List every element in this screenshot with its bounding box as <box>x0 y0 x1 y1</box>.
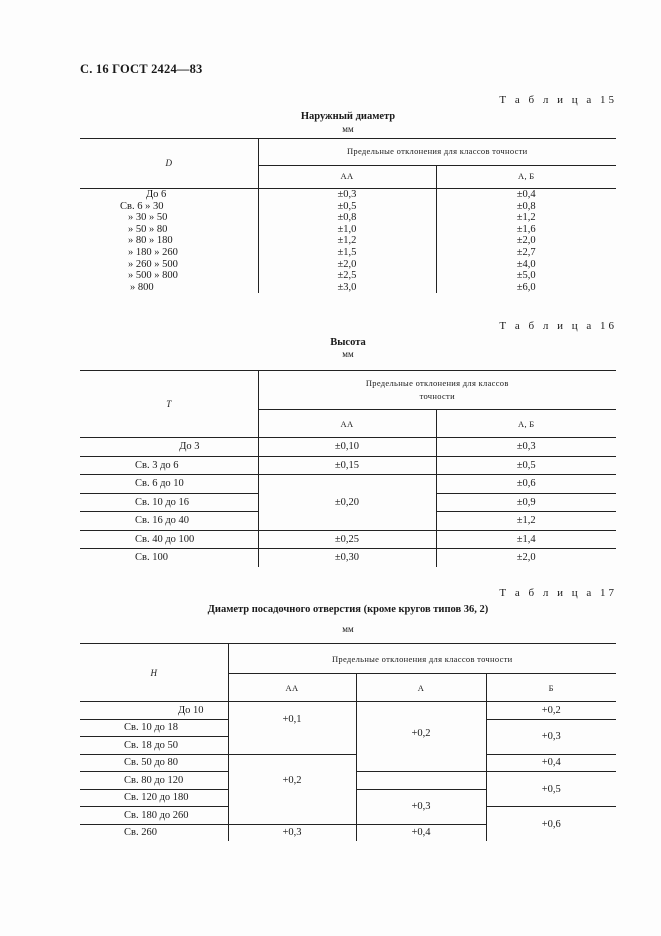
table-row <box>80 754 616 772</box>
table-row <box>80 475 616 494</box>
cell-aa: ±0,8 <box>258 212 436 224</box>
cell-ab: ±0,6 <box>436 475 616 494</box>
cell-ab: ±5,0 <box>436 270 616 282</box>
cell-ab: ±2,0 <box>436 235 616 247</box>
cell-range: Св. 180 до 260 <box>80 807 228 825</box>
cell-range: Св. 260 <box>124 827 157 839</box>
cell-ab: ±2,0 <box>436 549 616 567</box>
cell-range: » 50 » 80 <box>128 223 168 235</box>
table-row <box>80 456 616 475</box>
cell-a: +0,4 <box>356 824 486 841</box>
cell-aa: ±1,2 <box>258 235 436 247</box>
table-16-group-header-line1: Предельные отклонения для классов <box>365 378 509 388</box>
cell-range: » 180 » 260 <box>128 246 178 258</box>
table-row <box>80 189 616 201</box>
cell-range: » 260 » 500 <box>128 258 178 270</box>
table-15-row-header: D <box>80 139 258 189</box>
table-15-col-aa: АА <box>258 166 436 189</box>
cell-range: Св. 40 до 100 <box>80 530 258 549</box>
cell-ab: ±1,6 <box>436 224 616 236</box>
cell-aa-merged: ±0,20 <box>258 475 436 531</box>
cell-range: До 6 <box>146 189 167 200</box>
table-row <box>80 212 616 224</box>
table-15-group-header: Предельные отклонения для классов точности <box>258 139 616 166</box>
cell-b-merged: +0,3 <box>486 719 616 754</box>
table-17-col-b: Б <box>486 674 616 702</box>
table-row <box>80 282 616 294</box>
cell-range: Св. 120 до 180 <box>80 789 228 807</box>
cell-ab: ±1,2 <box>436 512 616 531</box>
cell-a-merged: +0,3 <box>356 789 486 824</box>
table-15-title: Наружный диаметр <box>300 111 396 122</box>
table-row <box>80 270 616 282</box>
table-16-unit: мм <box>342 349 354 359</box>
cell-range: Св. 6 » 30 <box>120 200 164 212</box>
cell-ab: ±2,7 <box>436 247 616 259</box>
page-header: С. 16 ГОСТ 2424—83 <box>80 62 203 76</box>
cell-aa: ±0,30 <box>258 549 436 567</box>
table-row <box>80 259 616 271</box>
cell-aa: ±0,10 <box>258 438 436 457</box>
table-16-col-aa: АА <box>258 410 436 438</box>
cell-ab: ±0,4 <box>436 189 616 201</box>
table-16-row-header: T <box>80 371 258 438</box>
table-15-unit: мм <box>342 124 354 134</box>
cell-aa: ±0,5 <box>258 201 436 213</box>
cell-range: » 800 <box>130 281 154 293</box>
cell-range: Св. 6 до 10 <box>80 475 258 494</box>
table-17-unit: мм <box>342 624 354 634</box>
cell-aa: ±0,15 <box>258 456 436 475</box>
table-16 <box>80 370 616 567</box>
cell-range: Св. 50 до 80 <box>80 754 228 772</box>
cell-ab: ±0,5 <box>436 456 616 475</box>
cell-range: » 80 » 180 <box>128 235 173 247</box>
table-row <box>80 438 616 457</box>
table-17 <box>80 643 616 841</box>
cell-aa: +0,3 <box>228 824 356 841</box>
cell-a-merged: +0,2 <box>356 702 486 772</box>
cell-b: +0,2 <box>486 702 616 720</box>
table-row <box>80 530 616 549</box>
table-row <box>80 702 616 720</box>
table-16-group-header <box>258 371 616 410</box>
cell-aa-merged: +0,1 <box>228 702 356 755</box>
table-17-group-header: Предельные отклонения для классов точности <box>228 644 616 674</box>
cell-range: Св. 100 <box>135 552 168 564</box>
cell-range: До 10 <box>80 702 228 720</box>
cell-range: » 30 » 50 <box>128 212 168 224</box>
cell-range: Св. 80 до 120 <box>80 772 228 790</box>
table-16-label: Т а б л и ц а 16 <box>499 320 617 332</box>
cell-aa: ±1,5 <box>258 247 436 259</box>
table-16-title: Высота <box>330 337 366 348</box>
table-row <box>80 224 616 236</box>
table-17-col-a: А <box>356 674 486 702</box>
cell-aa: ±1,0 <box>258 224 436 236</box>
cell-range: » 500 » 800 <box>128 270 178 282</box>
cell-b-merged: +0,5 <box>486 772 616 807</box>
table-row <box>80 549 616 567</box>
table-17-label: Т а б л и ц а 17 <box>499 587 617 599</box>
cell-ab: ±0,9 <box>436 493 616 512</box>
cell-b-merged: +0,6 <box>486 807 616 842</box>
cell-aa: ±3,0 <box>258 282 436 294</box>
cell-aa-merged: +0,2 <box>228 754 356 824</box>
table-15 <box>80 138 616 293</box>
cell-ab: ±1,2 <box>436 212 616 224</box>
table-16-group-header-line2: точности <box>419 391 455 401</box>
cell-range: Св. 10 до 18 <box>80 719 228 737</box>
cell-ab: ±4,0 <box>436 259 616 271</box>
cell-a-empty <box>356 772 486 790</box>
cell-aa: ±2,0 <box>258 259 436 271</box>
table-15-col-ab: А, Б <box>436 166 616 189</box>
cell-range: Св. 10 до 16 <box>80 493 258 512</box>
table-row <box>80 201 616 213</box>
table-row <box>80 247 616 259</box>
cell-ab: ±0,3 <box>436 438 616 457</box>
table-17-col-aa: АА <box>228 674 356 702</box>
cell-range: Св. 3 до 6 <box>80 456 258 475</box>
cell-range: Св. 16 до 40 <box>80 512 258 531</box>
cell-range: До 3 <box>80 438 258 457</box>
cell-aa: ±2,5 <box>258 270 436 282</box>
cell-aa: ±0,3 <box>258 189 436 201</box>
table-16-col-ab: А, Б <box>436 410 616 438</box>
table-17-row-header: Н <box>80 644 228 702</box>
cell-ab: ±1,4 <box>436 530 616 549</box>
table-row <box>80 235 616 247</box>
cell-ab: ±6,0 <box>436 282 616 294</box>
cell-ab: ±0,8 <box>436 201 616 213</box>
table-15-label: Т а б л и ц а 15 <box>499 94 617 106</box>
table-17-title: Диаметр посадочного отверстия (кроме кругов типов 36, 2) <box>207 604 489 615</box>
cell-aa: ±0,25 <box>258 530 436 549</box>
cell-range: Св. 18 до 50 <box>80 737 228 755</box>
cell-b: +0,4 <box>486 754 616 772</box>
